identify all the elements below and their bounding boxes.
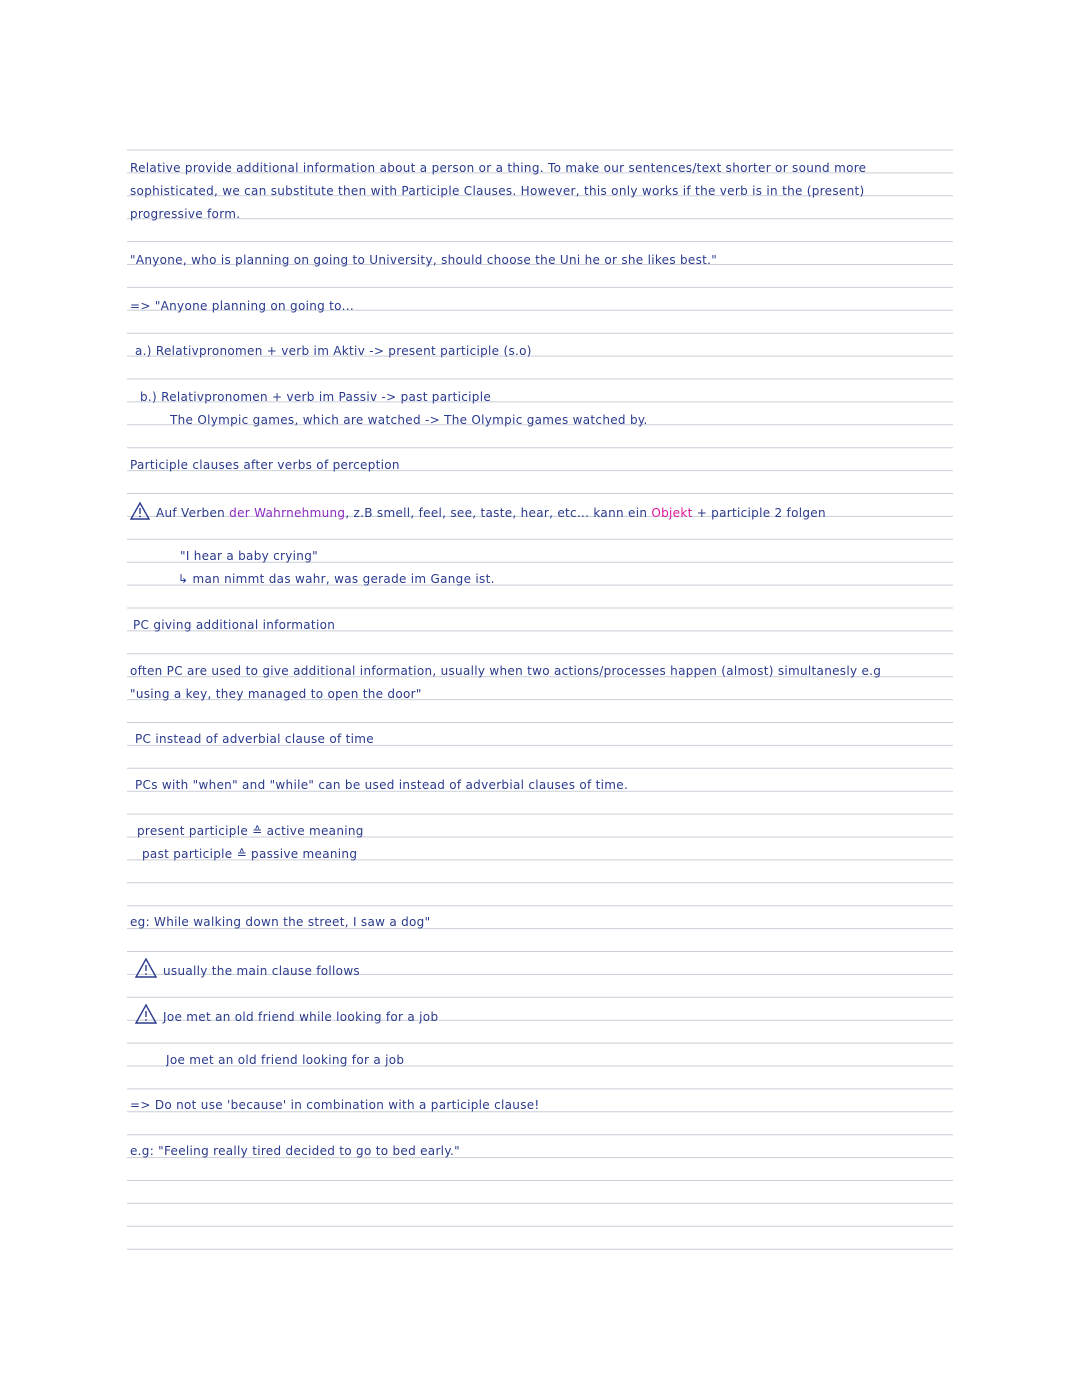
baby-explanation: ↳ man nimmt das wahr, was gerade im Gange ist. [178,572,495,586]
main-clause-note-text: usually the main clause follows [163,964,360,978]
text-line-3: progressive form. [130,207,241,221]
joe-example-2: Joe met an old friend looking for a job [166,1053,405,1067]
rule-b-passive: b.) Relativpronomen + verb im Passiv -> past participle [140,390,492,404]
perception-note-part-2: , z.B smell, feel, see, taste, hear, etc... kann ein [345,506,652,520]
rule-a-active: a.) Relativpronomen + verb im Aktiv -> present participle (s.o) [135,344,532,358]
joe-example-1-text: Joe met an old friend while looking for a job [163,1010,439,1024]
text-line-1: Relative provide additional information about a person or a thing. To make our sentences/text shorter or sound more [130,161,867,175]
because-rule: => Do not use 'because' in combination with a participle clause! [130,1098,540,1112]
reduced-example: => "Anyone planning on going to... [130,299,354,313]
heading-perception: Participle clauses after verbs of perception [130,458,400,472]
warning-triangle-icon [135,958,157,978]
warning-triangle-icon [130,502,150,520]
perception-note [130,502,920,521]
main-clause-note [135,958,925,979]
perception-note-part-3: + participle 2 folgen [692,506,826,520]
perception-note-part-1: Auf Verben [156,506,230,520]
street-example: eg: While walking down the street, I saw a dog" [130,915,431,929]
baby-example: "I hear a baby crying" [180,549,318,563]
highlight-objekt: Objekt [651,506,693,520]
highlight-wahrnehmung: der Wahrnehmung [229,506,346,520]
passive-example: The Olympic games, which are watched -> The Olympic games watched by. [170,413,648,427]
additional-info-text: often PC are used to give additional information, usually when two actions/processes happen (almost) simultanesly e.g [130,664,882,678]
tired-example: e.g: "Feeling really tired decided to go to bed early." [130,1144,460,1158]
joe-example-1 [135,1004,925,1025]
warning-triangle-icon [135,1004,157,1024]
heading-additional-info: PC giving additional information [133,618,336,632]
heading-adverbial-time: PC instead of adverbial clause of time [135,732,374,746]
key-example: "using a key, they managed to open the door" [130,687,422,701]
text-line-2: sophisticated, we can substitute then with Participle Clauses. However, this only works if the verb is in the (present) [130,184,865,198]
quote-example: "Anyone, who is planning on going to University, should choose the Uni he or she likes best." [130,253,718,267]
present-participle-meaning: present participle ≙ active meaning [137,824,364,838]
when-while-text: PCs with "when" and "while" can be used instead of adverbial clauses of time. [135,778,629,792]
past-participle-meaning: past participle ≙ passive meaning [142,847,358,861]
